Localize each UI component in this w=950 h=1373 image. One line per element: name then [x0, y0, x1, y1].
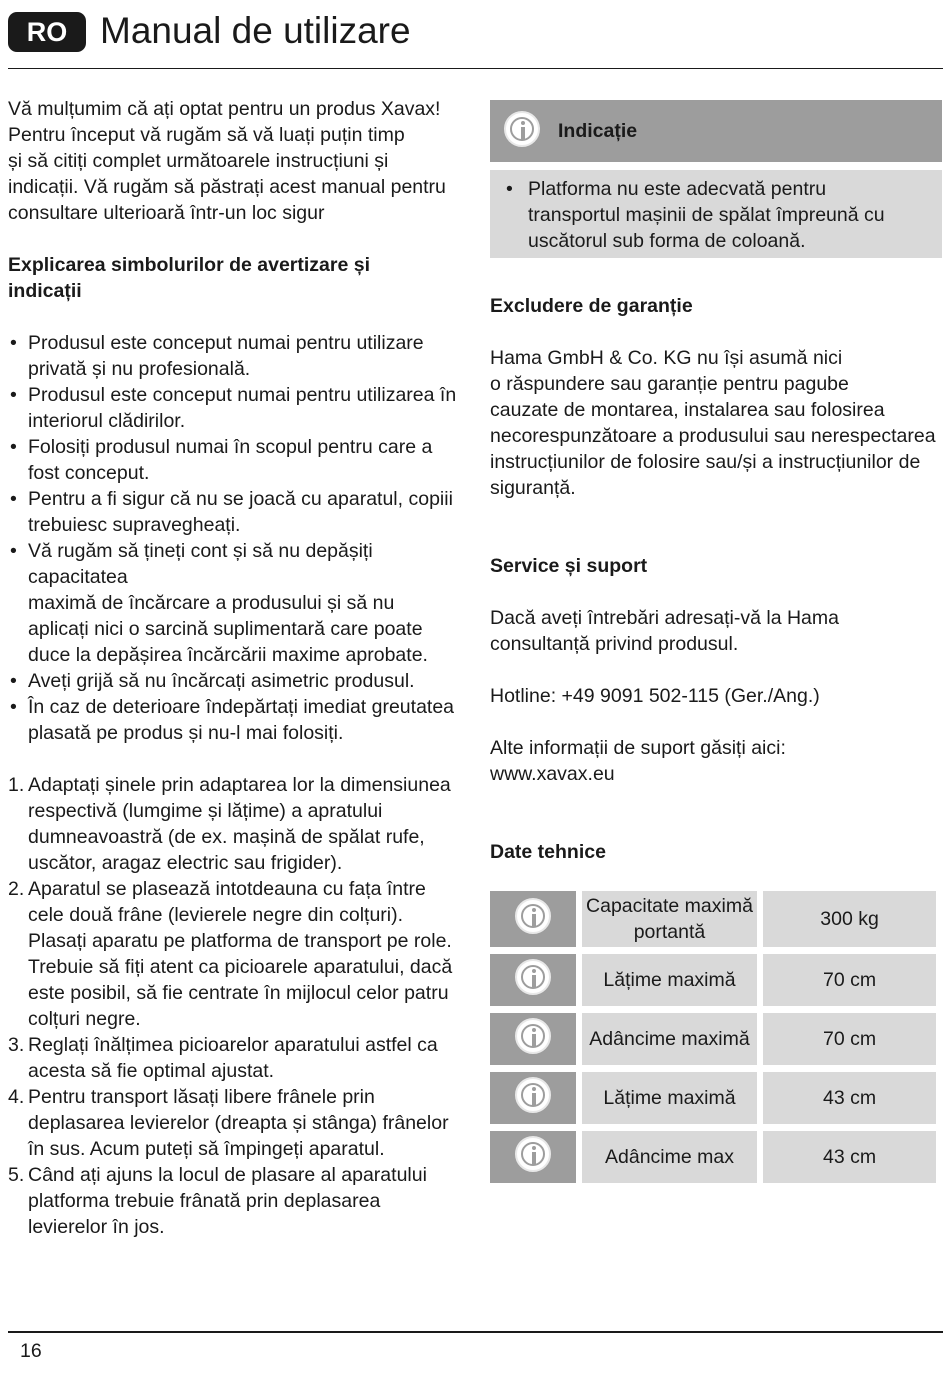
service-text: Dacă aveți întrebări adresați-vă la Hama consultanță privind produsul. — [490, 607, 839, 655]
steps-list — [8, 772, 468, 1240]
note-title: Indicație — [558, 120, 638, 142]
header-divider — [8, 68, 943, 69]
step-item: 5. Când ați ajuns la locul de plasare al aparatului platforma trebuie frânată prin deplasarea levierelor în jos. — [8, 1164, 427, 1238]
left-column — [8, 96, 468, 1240]
intro-line: și să citiți complet următoarele instrucțiuni și — [8, 150, 389, 172]
support-link[interactable]: www.xavax.eu — [490, 763, 615, 785]
table-row — [490, 1131, 936, 1183]
info-icon — [504, 111, 540, 147]
intro-line: consultare ulterioară într-un loc sigur — [8, 202, 325, 224]
language-badge: RO — [8, 12, 86, 52]
tech-heading: Date tehnice — [490, 841, 606, 863]
right-column — [490, 100, 942, 1190]
spec-value: 300 kg — [763, 891, 936, 947]
list-item: • Folosiți produsul numai în scopul pentru care a fost conceput. — [8, 434, 468, 486]
note-header — [490, 100, 942, 162]
list-item: • Produsul este conceput numai pentru utilizare privată și nu profesională. — [8, 330, 468, 382]
spec-label: Adâncime maximă — [582, 1013, 757, 1065]
spec-value: 70 cm — [763, 954, 936, 1006]
service-heading: Service și suport — [490, 555, 648, 577]
intro-line: indicații. Vă rugăm să păstrați acest manual pentru — [8, 176, 446, 198]
spec-value: 43 cm — [763, 1131, 936, 1183]
tech-specs-table — [484, 884, 942, 1190]
spec-label: Adâncime max — [582, 1131, 757, 1183]
support-info: Alte informații de suport găsiți aici: www.xavax.eu — [490, 737, 786, 785]
table-row — [490, 1013, 936, 1065]
step-item: 2. Aparatul se plasează intotdeauna cu fața între cele două frâne (levierele negre din colțuri). Plasați aparatu pe platforma de transport pe role. Trebuie să fiți atent ca picioarele aparatului, dacă este posibil, să fie centrate în mijlocul celor patru colțuri negre. — [8, 878, 453, 1030]
info-icon — [515, 959, 551, 995]
spec-label: Lățime maximă — [582, 1072, 757, 1124]
spec-label: Capacitate maximă portantă — [582, 891, 757, 947]
list-item: • În caz de deterioare îndepărtați imediat greutatea plasată pe produs și nu-l mai folosiți. — [8, 694, 468, 746]
info-icon — [515, 1136, 551, 1172]
footer-divider — [8, 1331, 943, 1333]
note-item: • Platforma nu este adecvată pentru transportul mașinii de spălat împreună cu uscătorul sub forma de coloană. — [506, 176, 932, 254]
spec-label: Lățime maximă — [582, 954, 757, 1006]
page-number: 16 — [20, 1340, 42, 1362]
list-item: • Aveți grijă să nu încărcați asimetric produsul. — [8, 668, 468, 694]
list-item: • Vă rugăm să țineți cont și să nu depășiți capacitatea maximă de încărcare a produsului și să nu aplicați nici o sarcină suplimentară care poate duce la depășirea încărcării maxime aprobate. — [8, 538, 468, 668]
list-item: • Pentru a fi sigur că nu se joacă cu aparatul, copiii trebuiesc supravegheați. — [8, 486, 468, 538]
step-item: 4. Pentru transport lăsați libere frânele prin deplasarea levierelor (dreapta și stânga) frânelor în sus. Acum puteți să împingeți aparatul. — [8, 1086, 449, 1160]
table-row — [490, 891, 936, 947]
warnings-list — [8, 330, 468, 746]
page-title: Manual de utilizare — [100, 10, 411, 51]
note-body — [490, 170, 942, 258]
warnings-heading: Explicarea simbolurilor de avertizare și indicații — [8, 254, 370, 302]
info-icon — [515, 1077, 551, 1113]
step-item: 3. Reglați înălțimea picioarelor aparatului astfel ca acesta să fie optimal ajustat. — [8, 1034, 438, 1082]
intro-line: Pentru început vă rugăm să vă luați puțin timp — [8, 124, 405, 146]
intro-line: Vă mulțumim că ați optat pentru un produs Xavax! — [8, 98, 441, 120]
info-icon — [515, 898, 551, 934]
warranty-heading: Excludere de garanție — [490, 295, 693, 317]
page-header — [8, 8, 943, 70]
spec-value: 70 cm — [763, 1013, 936, 1065]
hotline-text: Hotline: +49 9091 502-115 (Ger./Ang.) — [490, 685, 820, 707]
table-row — [490, 954, 936, 1006]
intro-paragraph — [8, 96, 468, 226]
list-item: • Produsul este conceput numai pentru utilizarea în interiorul clădirilor. — [8, 382, 468, 434]
warranty-text: Hama GmbH & Co. KG nu își asumă nici o răspundere sau garanție pentru pagube cauzate de montarea, instalarea sau folosirea necorespunzătoare a produsului sau nerespectarea instrucțiunilor de folosire sau/și a instrucțiunilor de siguranță. — [490, 347, 936, 499]
info-icon — [515, 1018, 551, 1054]
spec-value: 43 cm — [763, 1072, 936, 1124]
table-row — [490, 1072, 936, 1124]
step-item: 1. Adaptați șinele prin adaptarea lor la dimensiunea respectivă (lumgime și lățime) a apratului dumneavoastră (de ex. mașină de spălat rufe, uscător, aragaz electric sau frigider). — [8, 774, 451, 874]
